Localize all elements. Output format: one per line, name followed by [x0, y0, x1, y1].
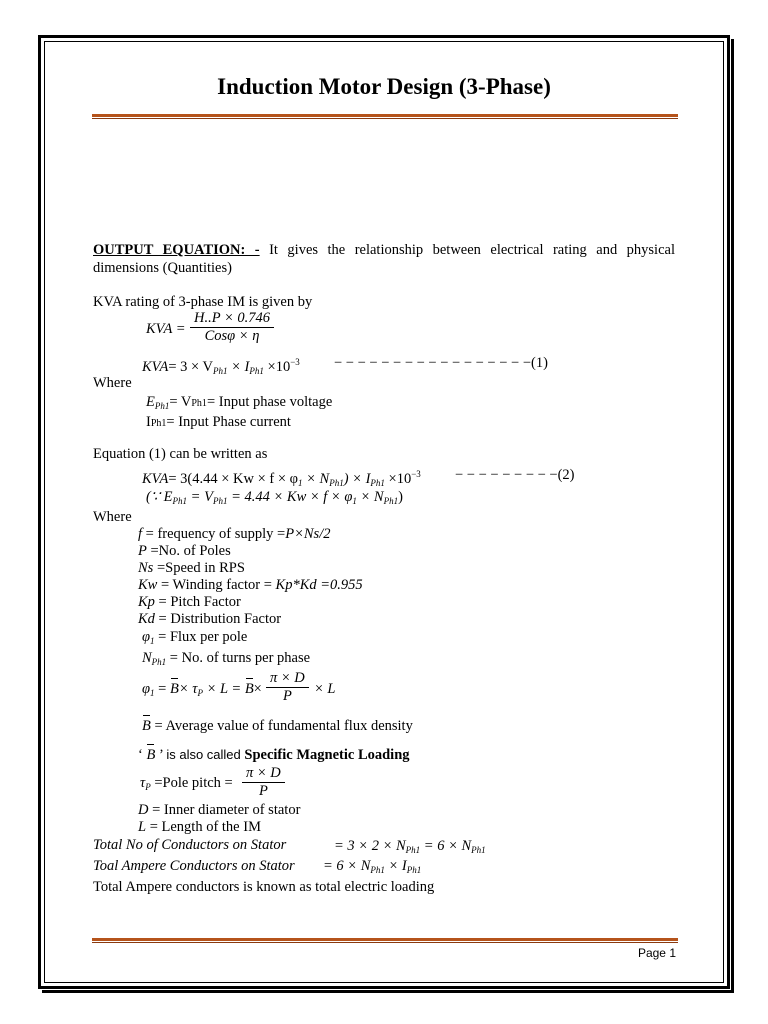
flux-equation-right: × L	[314, 681, 336, 697]
eph-definition: $E_{Ph1}= VPh1=$ Input phase voltage	[146, 394, 333, 411]
kw-definition: Kw = Winding factor = Kp*Kd =0.955	[138, 577, 363, 593]
equation-written-line: Equation (1) can be written as	[93, 446, 268, 462]
equation-2-tag: − − − − − − − − −(2)	[455, 467, 575, 483]
where-label-2: Where	[93, 509, 132, 525]
f-definition: f = frequency of supply =P×Ns/2	[138, 526, 331, 542]
flux-equation-fraction: $\frac{\pi \times D}{P}$	[266, 670, 309, 705]
equation-2: $KVA= 3(4.44 \times Kw \times f \times \varphi_1 \times N_{Ph1}) \times I_{Ph1} \times 10^{-3}$	[142, 469, 421, 488]
flux-equation-left: $\varphi_1 = B\times \tau_P \times L = B\times$	[142, 681, 262, 698]
pole-pitch-fraction: $\frac{\pi \times D}{P}$	[242, 765, 285, 800]
equation-1: $KVA= 3 \times V_{Ph1} \times I_{Ph1} \times 10^{-3}$	[142, 357, 300, 376]
d-definition: D = Inner diameter of stator	[138, 802, 301, 818]
kva-numerator: H..P × 0.746	[194, 310, 270, 326]
specific-magnetic-loading-line: ‘ B ’ is also called Specific Magnetic Loading	[138, 747, 410, 763]
page-number: Page 1	[637, 946, 676, 960]
total-ampere-conductors-label: Toal Ampere Conductors on Stator	[93, 858, 295, 874]
iph-definition: IPh1= Input Phase current	[146, 414, 291, 430]
total-conductors-equation: = $3 \times 2 \times N_{Ph1} = 6 \times N_{Ph1}$	[334, 838, 486, 855]
closing-statement: Total Ampere conductors is known as total electric loading	[93, 879, 435, 895]
total-conductors-label: Total No of Conductors on Stator	[93, 837, 287, 853]
ns-definition: Ns =Speed in RPS	[138, 560, 245, 576]
title-rule	[92, 114, 678, 119]
total-ampere-conductors-equation: = $6 \times N_{Ph1} \times I_{Ph1}$	[323, 858, 422, 875]
kva-intro-line: KVA rating of 3-phase IM is given by	[93, 294, 313, 310]
section-heading: OUTPUT EQUATION: -	[93, 242, 260, 258]
bbar-definition: B = Average value of fundamental flux density	[142, 718, 413, 734]
since-relation: (∵ $E_{Ph1} = V_{Ph1} = 4.44 \times Kw \times f \times \varphi_1 \times N_{Ph1}$)	[146, 489, 403, 506]
page-title: Induction Motor Design (3-Phase)	[217, 74, 551, 99]
kva-lhs: KVA =	[146, 321, 186, 337]
phi-definition: $\varphi_1$ = Flux per pole	[142, 629, 248, 646]
equation-1-tag: − − − − − − − − − − − − − − − − −(1)	[334, 355, 548, 371]
where-label-1: Where	[93, 375, 132, 391]
pole-pitch-definition: $\tau_P$ =Pole pitch =	[140, 775, 233, 792]
kva-fraction	[190, 310, 274, 345]
output-equation-paragraph	[93, 241, 675, 277]
intro-text: It gives the relationship between electrical rating and physical dimensions (Quantities)	[93, 242, 675, 276]
kva-denominator: Cosφ × η	[190, 327, 274, 345]
l-definition: L = Length of the IM	[138, 819, 261, 835]
nph-definition: $N_{Ph1} = No$. of turns per phase	[142, 650, 311, 667]
kd-definition: Kd = Distribution Factor	[138, 611, 282, 627]
kp-definition: Kp = Pitch Factor	[138, 594, 241, 610]
footer-rule	[92, 938, 678, 943]
p-definition: P =No. of Poles	[138, 543, 231, 559]
